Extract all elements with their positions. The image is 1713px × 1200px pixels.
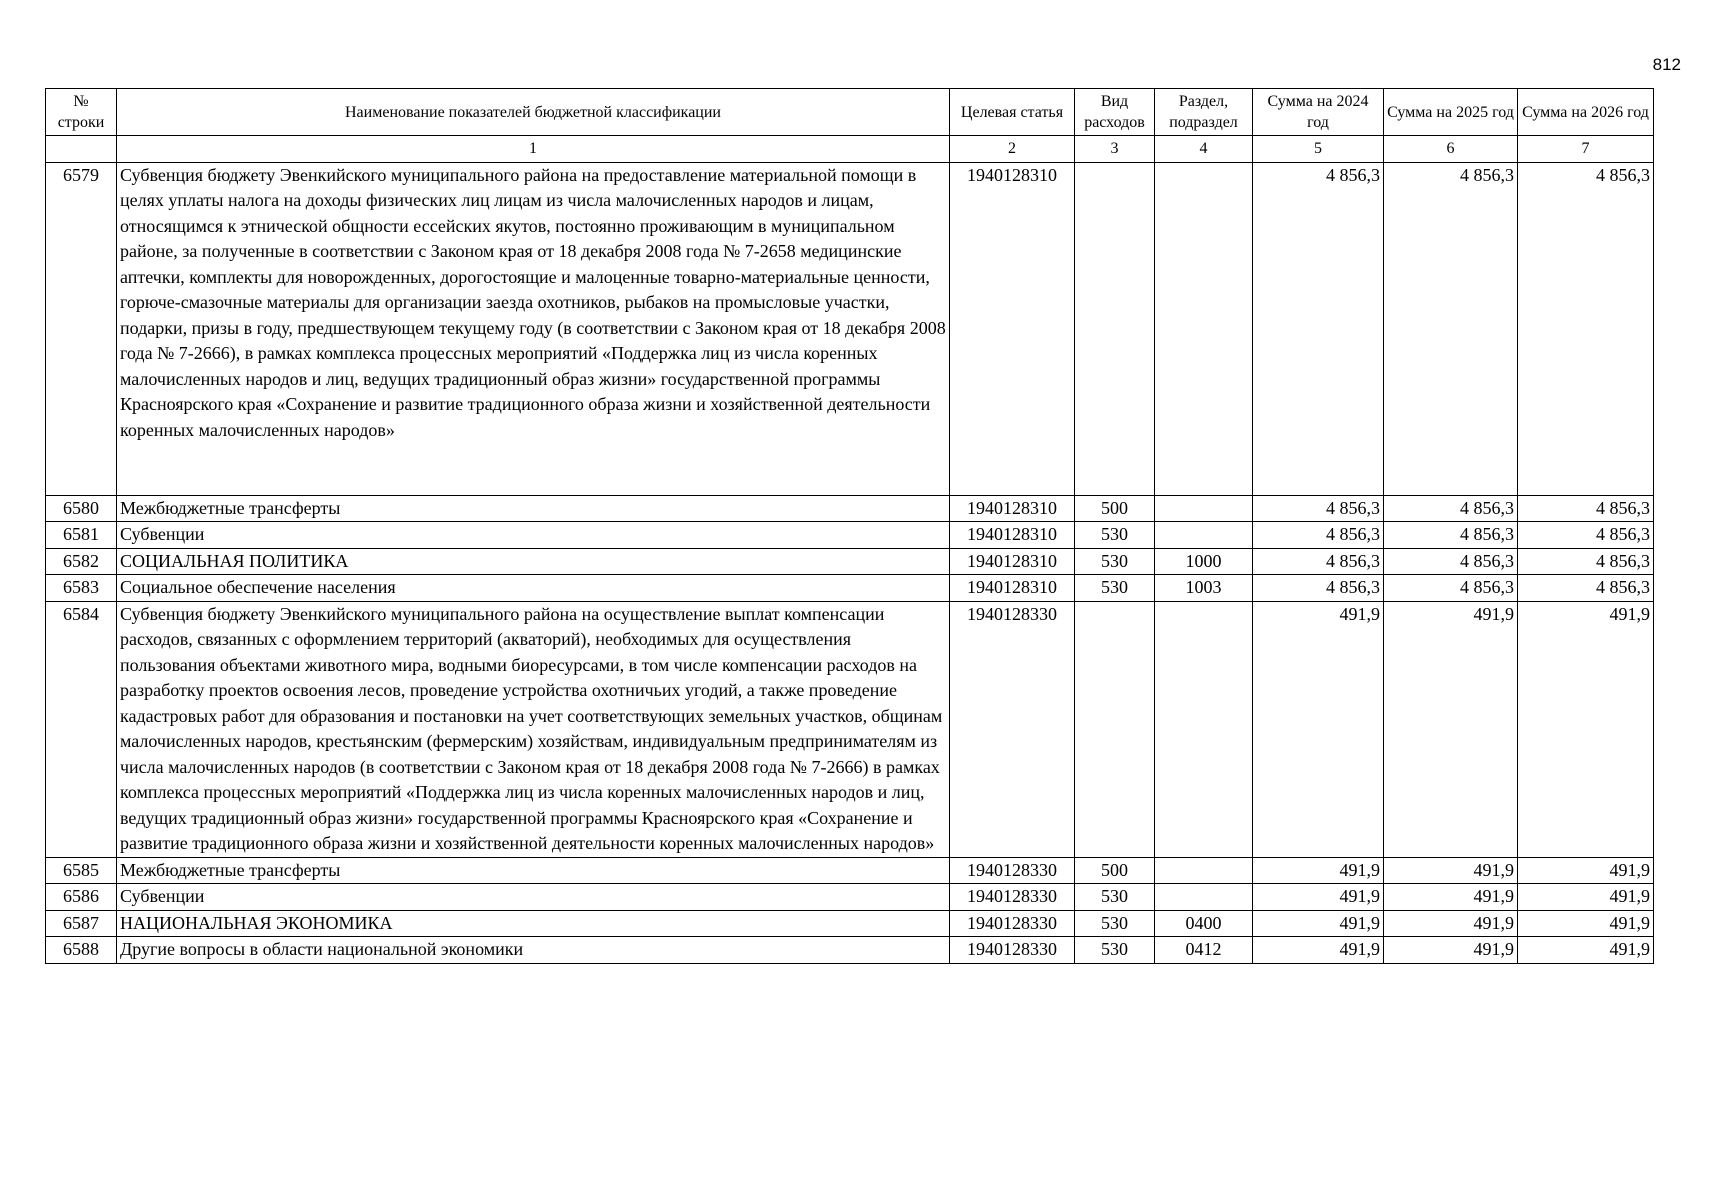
- row-section: [1155, 857, 1253, 884]
- row-name: СОЦИАЛЬНАЯ ПОЛИТИКА: [117, 548, 950, 575]
- row-target: 1940128310: [950, 575, 1075, 602]
- row-sum-2025: 491,9: [1384, 937, 1518, 964]
- row-name: Субвенция бюджету Эвенкийского муниципального района на осуществление выплат компенсации расходов, связанных с оформлением территорий (акваторий), необходимых для осуществления пользования объектами животного мира, водными биоресурсами, в том числе компенсации расходов на разработку проектов освоения лесов, проведение устройства охотничьих угодий, а также проведение кадастровых работ для образования и постановки на учет соответствующих земельных участков, общинам малочисленных народов, крестьянским (фермерским) хозяйствам, индивидуальным предпринимателям из числа малочисленных народов (в соответствии с Законом края от 18 декабря 2008 года № 7-2666) в рамках комплекса процессных мероприятий «Поддержка лиц из числа коренных малочисленных народов и лиц, ведущих традиционный образ жизни» государственной программы Красноярского края «Сохранение и развитие традиционного образа жизни и хозяйственной деятельности коренных малочисленных народов»: [117, 601, 950, 857]
- row-sum-2025: 4 856,3: [1384, 495, 1518, 522]
- row-target: 1940128330: [950, 910, 1075, 937]
- row-target: 1940128310: [950, 522, 1075, 549]
- row-sum-2024: 4 856,3: [1253, 162, 1384, 495]
- row-number: 6583: [46, 575, 117, 602]
- row-section: 0400: [1155, 910, 1253, 937]
- row-type: 500: [1075, 857, 1155, 884]
- row-sum-2026: 4 856,3: [1518, 575, 1654, 602]
- row-sum-2026: 4 856,3: [1518, 162, 1654, 495]
- row-target: 1940128310: [950, 495, 1075, 522]
- row-type: 530: [1075, 910, 1155, 937]
- row-section: 1000: [1155, 548, 1253, 575]
- table-row: [46, 522, 1654, 549]
- row-number: 6584: [46, 601, 117, 857]
- row-sum-2025: 4 856,3: [1384, 575, 1518, 602]
- row-section: [1155, 601, 1253, 857]
- header-indicator-name: Наименование показателей бюджетной классификации: [117, 89, 950, 136]
- row-type: 530: [1075, 884, 1155, 911]
- row-type: [1075, 162, 1155, 495]
- row-sum-2024: 4 856,3: [1253, 548, 1384, 575]
- header-section: Раздел, подраздел: [1155, 89, 1253, 136]
- row-section: [1155, 162, 1253, 495]
- row-target: 1940128330: [950, 601, 1075, 857]
- row-sum-2025: 4 856,3: [1384, 548, 1518, 575]
- row-target: 1940128330: [950, 857, 1075, 884]
- row-name: Субвенции: [117, 884, 950, 911]
- row-sum-2026: 4 856,3: [1518, 495, 1654, 522]
- row-type: 530: [1075, 575, 1155, 602]
- row-name: Межбюджетные трансферты: [117, 495, 950, 522]
- budget-table: [45, 88, 1654, 964]
- table-row: [46, 495, 1654, 522]
- row-number: 6588: [46, 937, 117, 964]
- row-sum-2026: 491,9: [1518, 910, 1654, 937]
- row-sum-2025: 491,9: [1384, 857, 1518, 884]
- row-sum-2026: 4 856,3: [1518, 548, 1654, 575]
- row-number: 6579: [46, 162, 117, 495]
- row-section: 1003: [1155, 575, 1253, 602]
- row-number: 6580: [46, 495, 117, 522]
- row-number: 6585: [46, 857, 117, 884]
- table-row: [46, 548, 1654, 575]
- table-row: [46, 601, 1654, 857]
- table-row: [46, 937, 1654, 964]
- page-number: 812: [1652, 55, 1681, 74]
- table-header-row: [46, 89, 1654, 136]
- table-row: [46, 575, 1654, 602]
- row-target: 1940128310: [950, 548, 1075, 575]
- row-sum-2024: 491,9: [1253, 857, 1384, 884]
- row-number: 6586: [46, 884, 117, 911]
- row-name: Субвенции: [117, 522, 950, 549]
- row-type: 530: [1075, 937, 1155, 964]
- row-sum-2024: 4 856,3: [1253, 495, 1384, 522]
- row-target: 1940128330: [950, 884, 1075, 911]
- row-sum-2025: 4 856,3: [1384, 522, 1518, 549]
- row-sum-2025: 491,9: [1384, 884, 1518, 911]
- row-target: 1940128310: [950, 162, 1075, 495]
- row-number: 6582: [46, 548, 117, 575]
- table-row: [46, 884, 1654, 911]
- row-type: 530: [1075, 522, 1155, 549]
- column-index: 6: [1384, 136, 1518, 163]
- column-index: 2: [950, 136, 1075, 163]
- table-row: [46, 162, 1654, 495]
- row-section: [1155, 495, 1253, 522]
- row-sum-2024: 491,9: [1253, 601, 1384, 857]
- table-row: [46, 910, 1654, 937]
- row-sum-2026: 491,9: [1518, 857, 1654, 884]
- column-index: 7: [1518, 136, 1654, 163]
- table-row: [46, 857, 1654, 884]
- column-index: 3: [1075, 136, 1155, 163]
- header-expense-type: Вид расходов: [1075, 89, 1155, 136]
- row-sum-2024: 491,9: [1253, 884, 1384, 911]
- row-type: 500: [1075, 495, 1155, 522]
- row-type: [1075, 601, 1155, 857]
- column-index: 5: [1253, 136, 1384, 163]
- row-number: 6581: [46, 522, 117, 549]
- row-sum-2024: 491,9: [1253, 910, 1384, 937]
- row-name: Субвенция бюджету Эвенкийского муниципального района на предоставление материальной помощи в целях уплаты налога на доходы физических лиц лицам из числа малочисленных народов и лицам, относящимся к этнической общности ессейских якутов, постоянно проживающим в муниципальном районе, за полученные в соответствии с Законом края от 18 декабря 2008 года № 7-2658 медицинские аптечки, комплекты для новорожденных, дорогостоящие и малоценные товарно-материальные ценности, горюче-смазочные материалы для организации заезда охотников, рыбаков на промысловые участки, подарки, призы в году, предшествующем текущему году (в соответствии с Законом края от 18 декабря 2008 года № 7-2666), в рамках комплекса процессных мероприятий «Поддержка лиц из числа коренных малочисленных народов и лиц, ведущих традиционный образ жизни» государственной программы Красноярского края «Сохранение и развитие традиционного образа жизни и хозяйственной деятельности коренных малочисленных народов»: [117, 162, 950, 495]
- row-sum-2024: 4 856,3: [1253, 575, 1384, 602]
- header-row-number: № строки: [46, 89, 117, 136]
- header-sum-2025: Сумма на 2025 год: [1384, 89, 1518, 136]
- header-sum-2026: Сумма на 2026 год: [1518, 89, 1654, 136]
- row-sum-2026: 4 856,3: [1518, 522, 1654, 549]
- row-section: 0412: [1155, 937, 1253, 964]
- row-name: Межбюджетные трансферты: [117, 857, 950, 884]
- row-name: Другие вопросы в области национальной экономики: [117, 937, 950, 964]
- row-sum-2025: 491,9: [1384, 910, 1518, 937]
- row-section: [1155, 884, 1253, 911]
- column-index-row: [46, 136, 1654, 163]
- column-index: [46, 136, 117, 163]
- row-section: [1155, 522, 1253, 549]
- row-sum-2024: 4 856,3: [1253, 522, 1384, 549]
- row-type: 530: [1075, 548, 1155, 575]
- row-sum-2025: 491,9: [1384, 601, 1518, 857]
- row-name: НАЦИОНАЛЬНАЯ ЭКОНОМИКА: [117, 910, 950, 937]
- row-sum-2026: 491,9: [1518, 884, 1654, 911]
- row-sum-2025: 4 856,3: [1384, 162, 1518, 495]
- row-number: 6587: [46, 910, 117, 937]
- row-sum-2026: 491,9: [1518, 601, 1654, 857]
- header-sum-2024: Сумма на 2024 год: [1253, 89, 1384, 136]
- column-index: 4: [1155, 136, 1253, 163]
- column-index: 1: [117, 136, 950, 163]
- row-sum-2024: 491,9: [1253, 937, 1384, 964]
- header-target-article: Целевая статья: [950, 89, 1075, 136]
- row-name: Социальное обеспечение населения: [117, 575, 950, 602]
- row-target: 1940128330: [950, 937, 1075, 964]
- row-sum-2026: 491,9: [1518, 937, 1654, 964]
